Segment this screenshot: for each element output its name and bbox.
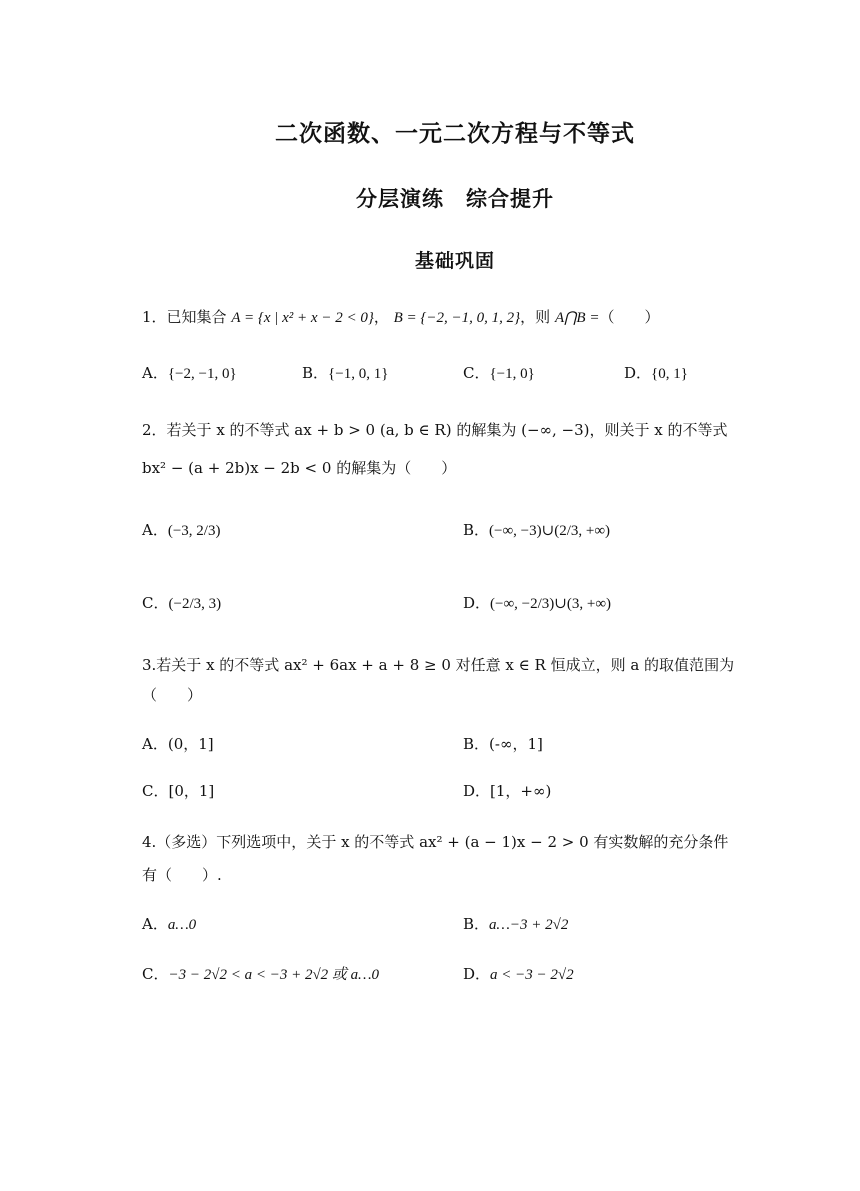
option-value: (-∞，1] xyxy=(489,735,543,753)
question-2-line-1 xyxy=(142,420,728,440)
option-label: B． xyxy=(463,915,490,933)
question-4-line-2: 有（ ）. xyxy=(142,866,222,884)
option-label: D． xyxy=(463,782,491,800)
q3-option-d xyxy=(463,781,551,801)
option-value: {−1, 0, 1} xyxy=(328,366,389,382)
option-label: A． xyxy=(142,521,168,539)
q3-option-c xyxy=(142,781,214,801)
option-value: (−2/3, 3) xyxy=(168,596,222,612)
option-value: (0，1] xyxy=(167,735,214,753)
option-label: A． xyxy=(142,915,168,933)
option-value: (−3, 2/3) xyxy=(167,523,221,539)
question-3-line-1: 3.若关于 x 的不等式 ax² + 6ax + a + 8 ≥ 0 对任意 x ∈ R 恒成立，则 a 的取值范围为 xyxy=(142,656,735,674)
option-label: C． xyxy=(142,782,169,800)
question-1-set-b: B = {−2, −1, 0, 1, 2} xyxy=(393,310,521,326)
q4-option-b xyxy=(463,914,568,935)
option-value: {0, 1} xyxy=(651,366,688,382)
option-value: {−1, 0} xyxy=(489,366,535,382)
option-value: a…0 xyxy=(167,917,197,933)
question-2-line-2: bx² − (a + 2b)x − 2b < 0 的解集为（ ） xyxy=(142,459,457,477)
option-label: B． xyxy=(302,364,329,382)
option-value: {−2, −1, 0} xyxy=(167,366,237,382)
q2-option-a xyxy=(142,520,220,541)
q3-option-a xyxy=(142,734,214,754)
page-subtitle: 分层演练 综合提升 xyxy=(356,187,554,211)
option-label: C． xyxy=(142,594,169,612)
question-1-set-a: A = {x | x² + x − 2 < 0} xyxy=(231,310,374,326)
q1-option-d xyxy=(624,363,688,384)
option-label: D． xyxy=(463,965,491,983)
option-label: A． xyxy=(142,735,168,753)
q1-option-b xyxy=(302,363,388,384)
option-value: a…−3 + 2√2 xyxy=(489,917,569,933)
option-value: [1，+∞) xyxy=(490,782,552,800)
question-3-line-2: （ ） xyxy=(142,686,203,704)
question-2-number: 2． xyxy=(142,421,167,439)
option-label: B． xyxy=(463,735,490,753)
option-value: −3 − 2√2 < a < −3 + 2√2 或 a…0 xyxy=(168,967,380,983)
option-label: B． xyxy=(463,521,490,539)
question-1-text-a: 已知集合 xyxy=(166,308,227,326)
option-value: (−∞, −2/3)∪(3, +∞) xyxy=(490,596,612,612)
question-1 xyxy=(142,307,659,328)
q1-option-c xyxy=(463,363,535,384)
option-label: D． xyxy=(463,594,491,612)
question-2-text: 若关于 x 的不等式 ax + b > 0 (a, b ∈ R) 的解集为 (−∞, −3)，则关于 x 的不等式 xyxy=(166,421,728,439)
option-label: A． xyxy=(142,364,168,382)
question-4-line-1: 4.（多选）下列选项中，关于 x 的不等式 ax² + (a − 1)x − 2 > 0 有实数解的充分条件 xyxy=(142,833,729,851)
question-1-comma: ， xyxy=(373,308,389,326)
question-1-number: 1． xyxy=(142,308,167,326)
option-label: D． xyxy=(624,364,652,382)
q3-option-b xyxy=(463,734,543,754)
q4-option-a xyxy=(142,914,196,935)
option-value: (−∞, −3)∪(2/3, +∞) xyxy=(489,523,611,539)
q2-option-c xyxy=(142,593,221,614)
question-1-text-b: ，则 xyxy=(520,308,551,326)
page-title: 二次函数、一元二次方程与不等式 xyxy=(275,121,635,147)
option-value: [0，1] xyxy=(168,782,215,800)
option-label: C． xyxy=(463,364,490,382)
option-label: C． xyxy=(142,965,169,983)
question-1-expression: A⋂B = xyxy=(554,310,600,326)
q2-option-d xyxy=(463,593,611,614)
q1-option-a xyxy=(142,363,237,384)
option-value: a < −3 − 2√2 xyxy=(490,967,574,983)
question-1-answer-paren: （ ） xyxy=(599,308,660,326)
q4-option-c xyxy=(142,964,379,985)
q4-option-d xyxy=(463,964,574,985)
q2-option-b xyxy=(463,520,610,541)
section-heading: 基础巩固 xyxy=(414,250,495,272)
